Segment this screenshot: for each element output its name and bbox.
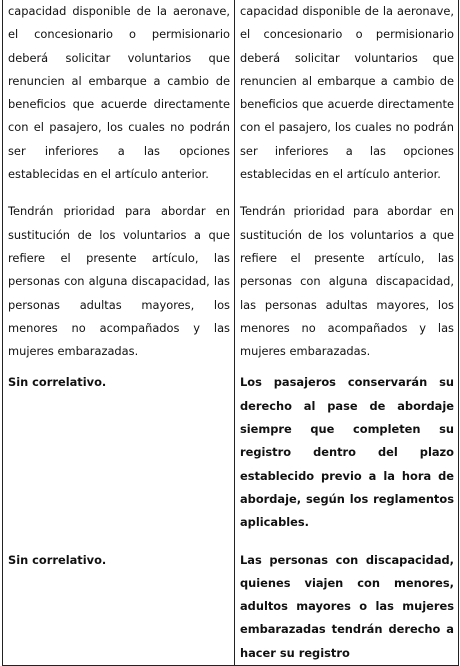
right-paragraph-4: Las personas con discapacidad, quienes viajen con menores, adultos mayores o las mujeres embarazadas tendrán derecho a hacer su registro: [240, 552, 454, 660]
left-cell-no-correlative-1: [3, 363, 235, 534]
left-paragraph-4: Sin correlativo.: [8, 552, 107, 567]
right-cell-new-provision-2: [235, 535, 459, 666]
right-cell-proposed-text: [235, 0, 459, 363]
left-cell-no-correlative-2: [3, 535, 235, 666]
right-cell-new-provision-1: [235, 363, 459, 534]
table-row: [3, 363, 459, 534]
right-paragraph-1: capacidad disponible de la aeronave, el concesionario o permisionario deberá solicitar voluntarios que renuncien al embarque a cambio de beneficios que acuerde directamente con el pasajero, los cuales no podrán ser inferiores a las opciones establecidas en el artículo anterior.: [240, 4, 454, 182]
right-paragraph-3: Los pasajeros conservarán su derecho al pase de abordaje siempre que completen su registro dentro del plazo establecido previo a la hora de abordaje, según los reglamentos aplicables.: [240, 375, 454, 530]
table-row: [3, 535, 459, 666]
right-paragraph-2: Tendrán prioridad para abordar en sustitución de los voluntarios a que refiere el presente artículo, las personas con alguna discapacidad, las personas adultas mayores, los menores no acompañados y las mujeres embarazadas.: [240, 204, 454, 359]
table-row: [3, 0, 459, 363]
left-paragraph-3: Sin correlativo.: [8, 375, 107, 390]
left-paragraph-1: capacidad disponible de la aeronave, el concesionario o permisionario deberá solicitar voluntarios que renuncien al embarque a cambio de beneficios que acuerde directamente con el pasajero, los cuales no podrán ser inferiores a las opciones establecidas en el artículo anterior.: [8, 4, 230, 182]
left-paragraph-2: Tendrán prioridad para abordar en sustitución de los voluntarios a que refiere el presente artículo, las personas con alguna discapacidad, las personas adultas mayores, los menores no acompañados y las mujeres embarazadas.: [8, 204, 230, 359]
comparison-table: [2, 0, 459, 666]
left-cell-current-text: [3, 0, 235, 363]
